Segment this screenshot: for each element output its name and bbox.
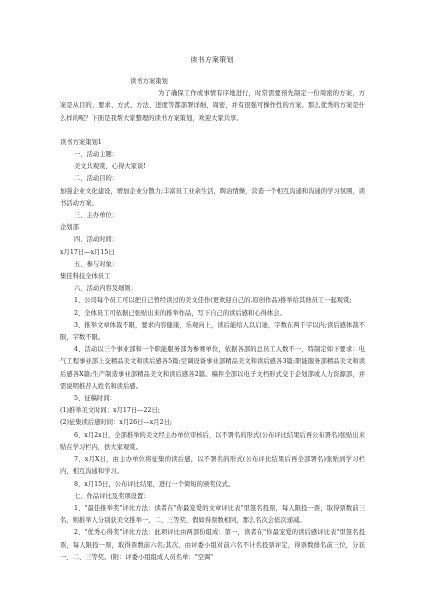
content-rule-1: 1、公司每个员工可以把自己曾经读过的美文佳作(更欢迎自己的.原创作品)推举给其他员工一起观赏; xyxy=(74,297,352,305)
heading-purpose: 二、活动目的： xyxy=(74,175,119,183)
submission-time-2: (2)征集读后感时间：x月26日—x月2日; xyxy=(60,419,173,427)
purpose-text: 加强企业文化建设，增加企业分散力;丰富员工业余生活，陶冶情操，营造一个相互沟通和沟通的学习氛围，读书活动方案。 xyxy=(60,187,365,207)
time-text: x月17日—x月15日 xyxy=(60,248,115,256)
organizer-text: 企划部 xyxy=(60,224,79,232)
heading-theme: 一、活动主题： xyxy=(74,151,119,159)
heading-submission-time: 5、征稿时间： xyxy=(74,395,116,403)
content-rule-6: 6、x月2x日，全部推举的美文经主办单位审核后，以不署名的形式(公布评比结果后再公布署名)张贴出来贴在学习栏内，供大家观赏。 xyxy=(60,431,365,451)
award-rule-1: 1、"最佳推举奖"评比方法：读者在"你最宠爱的文章评比表"里签名投票，每人限投一票，取得票数前三名，则推举人分别获美文推举一、二、三等奖，假如得票数相同，那么名次会依次递减。 xyxy=(60,504,365,525)
content-rule-8: 8、x月15日，公布评比结果，进行一个简短的颁奖仪式。 xyxy=(74,480,235,488)
heading-content: 六、活动内容及细则： xyxy=(74,285,137,293)
paragraph-gap xyxy=(60,125,365,137)
participants-text: 集佳科技全体员工 xyxy=(60,273,111,281)
theme-text: 美文共观赏，心得大家谈! xyxy=(74,163,146,171)
content-rule-4: 4、活动以三个事业部和一个职能服务部为参赛单位，依据各部的总员工人数不一，特制定如下要求：电气工程事业部上交精品美文和读后感各5篇;空调设备事业部精品美文和读后感各3篇;职能服务部精品美文和读后感各X篇;生产制造事业部精品美文和读后感各2篇。稿件全部以电子文档形式交于企划部或人力资源部，并需说明推荐人姓名和读后感。 xyxy=(60,346,365,390)
content-rule-3: 3、推举文章体裁不限，要求内容健康，乐观向上，读后能给人以启迪，字数在两千字以内;读后感体裁不限，字数不限。 xyxy=(60,321,365,342)
heading-awards: 七、作品评比及奖项设置： xyxy=(74,492,150,500)
heading-time: 四、活动时间： xyxy=(74,236,119,244)
document-body xyxy=(60,76,365,564)
award-rule-2: 2、"优秀心得奖"评比方法：此项评比由两部份组成：第一，读者在"你最宠爱的读后感评比表"里签名投票，每人限投一票，取得票数前六名;其次，由评委小组对前六名不计名投票评定，得票数排名前三位，分获一、二、三等奖。(附：评委小组组成人员名单："空调" xyxy=(60,529,365,561)
document-title: 读书方案策划 xyxy=(190,56,234,64)
heading-participants: 五、参与对象： xyxy=(74,260,119,268)
intro-subtitle: 读书方案策划 xyxy=(130,78,168,85)
submission-time-1: (1)推举美文时间：x月17日—22日; xyxy=(60,407,160,415)
content-rule-7: 7、x月X日，由主办单位将征集的读后感，以不署名的形式(公布评比结果后再全部署名)张贴到学习栏内，相互沟通和学习。 xyxy=(60,456,365,476)
section-heading: 读书方案策划1 xyxy=(60,138,102,146)
heading-organizer: 三、主办单位： xyxy=(74,212,119,220)
intro-paragraph: 为了确保工作或事情有序地进行，时常需要预先制定一份周密的方案，方案是从目的、要求、方式、方法、进度等都部署详细、周密，并有很强可操作性的方案。那么优秀的方案是什么样的呢？下面是我帮大家整理的读书方案策划，欢迎大家共享。 xyxy=(60,90,365,122)
content-rule-2: 2、全体员工可依据已张贴出来的推举作品，写下自己的读后感和心得体会。 xyxy=(74,309,286,317)
